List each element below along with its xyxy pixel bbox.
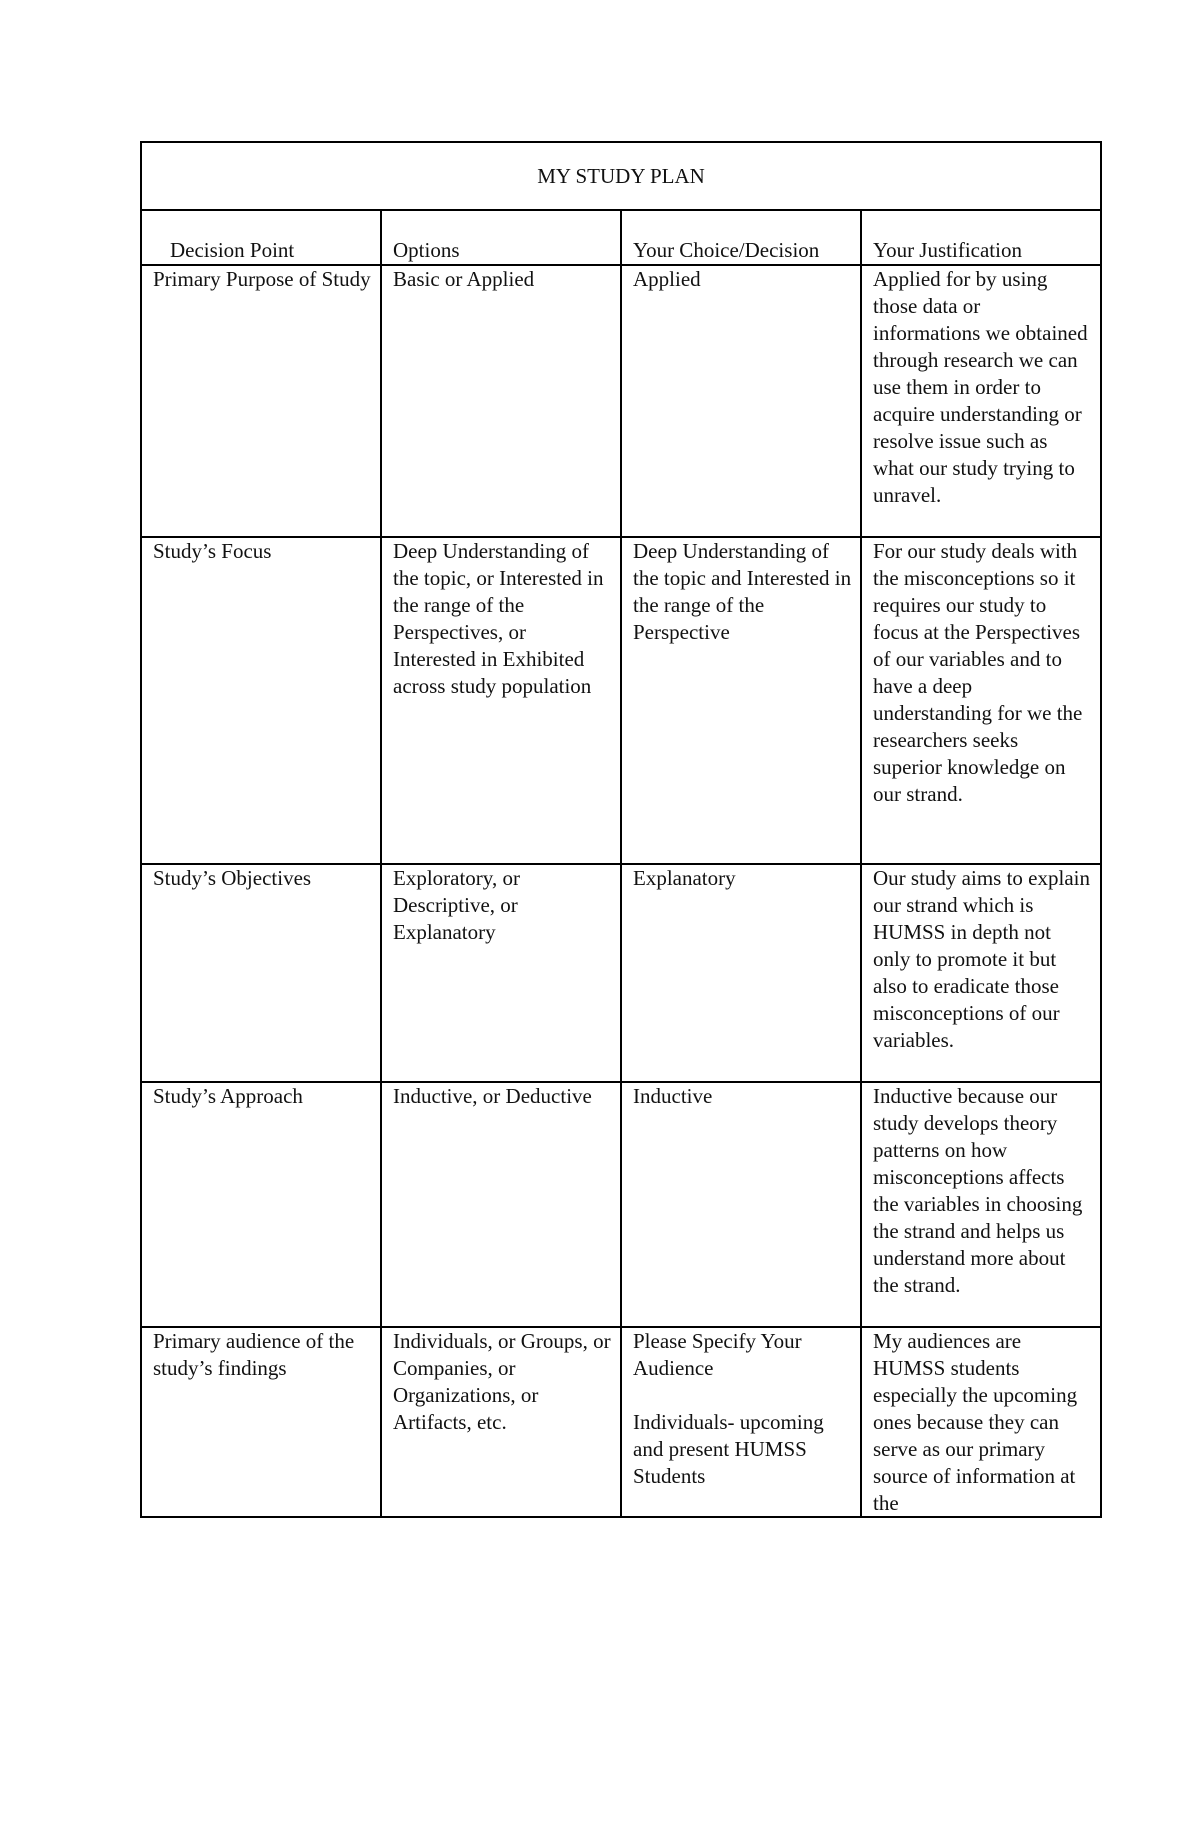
header-decision-point: Decision Point — [141, 210, 381, 265]
header-options: Options — [381, 210, 621, 265]
justification-cell: Our study aims to explain our strand which is HUMSS in depth not only to promote it but also to eradicate those misconceptions of our variables. — [861, 864, 1101, 1082]
options-cell: Deep Understanding of the topic, or Interested in the range of the Perspectives, or Interested in Exhibited across study population — [381, 537, 621, 864]
choice-cell: Explanatory — [621, 864, 861, 1082]
justification-cell: For our study deals with the misconceptions so it requires our study to focus at the Perspectives of our variables and to have a deep understanding for we the researchers seeks superior knowledge on our strand. — [861, 537, 1101, 864]
header-choice: Your Choice/Decision — [621, 210, 861, 265]
table-row — [141, 537, 1101, 864]
decision-point-cell — [141, 1327, 381, 1517]
justification-cell: Applied for by using those data or informations we obtained through research we can use them in order to acquire understanding or resolve issue such as what our study trying to unravel. — [861, 265, 1101, 537]
study-plan-table — [140, 141, 1102, 1518]
options-cell: Exploratory, or Descriptive, or Explanatory — [381, 864, 621, 1082]
options-cell — [381, 1327, 621, 1517]
options-cell: Inductive, or Deductive — [381, 1082, 621, 1327]
choice-cell: Deep Understanding of the topic and Interested in the range of the Perspective — [621, 537, 861, 864]
justification-text: My audiences are HUMSS students especially the upcoming ones because they can serve as our primary source of information at the — [873, 1329, 1078, 1515]
choice-cell — [621, 1327, 861, 1517]
table-row — [141, 265, 1101, 537]
decision-point-text: Primary audience of the study’s findings — [153, 1329, 355, 1380]
options-cell: Basic or Applied — [381, 265, 621, 537]
table-row — [141, 1082, 1101, 1327]
choice-cell: Applied — [621, 265, 861, 537]
decision-point-cell: Primary Purpose of Study — [141, 265, 381, 537]
justification-cell — [861, 1327, 1101, 1517]
decision-point-cell: Study’s Focus — [141, 537, 381, 864]
decision-point-cell: Study’s Approach — [141, 1082, 381, 1327]
table-row — [141, 864, 1101, 1082]
justification-cell: Inductive because our study develops theory patterns on how misconceptions affects the variables in choosing the strand and helps us understand more about the strand. — [861, 1082, 1101, 1327]
options-text: Individuals, or Groups, or Companies, or Organizations, or Artifacts, etc. — [393, 1329, 611, 1434]
header-row — [141, 210, 1101, 265]
choice-text: Please Specify Your Audience Individuals- upcoming and present HUMSS Students — [633, 1329, 824, 1488]
table-row — [141, 1327, 1101, 1517]
table-title: MY STUDY PLAN — [141, 142, 1101, 210]
decision-point-cell: Study’s Objectives — [141, 864, 381, 1082]
choice-cell: Inductive — [621, 1082, 861, 1327]
header-justification: Your Justification — [861, 210, 1101, 265]
